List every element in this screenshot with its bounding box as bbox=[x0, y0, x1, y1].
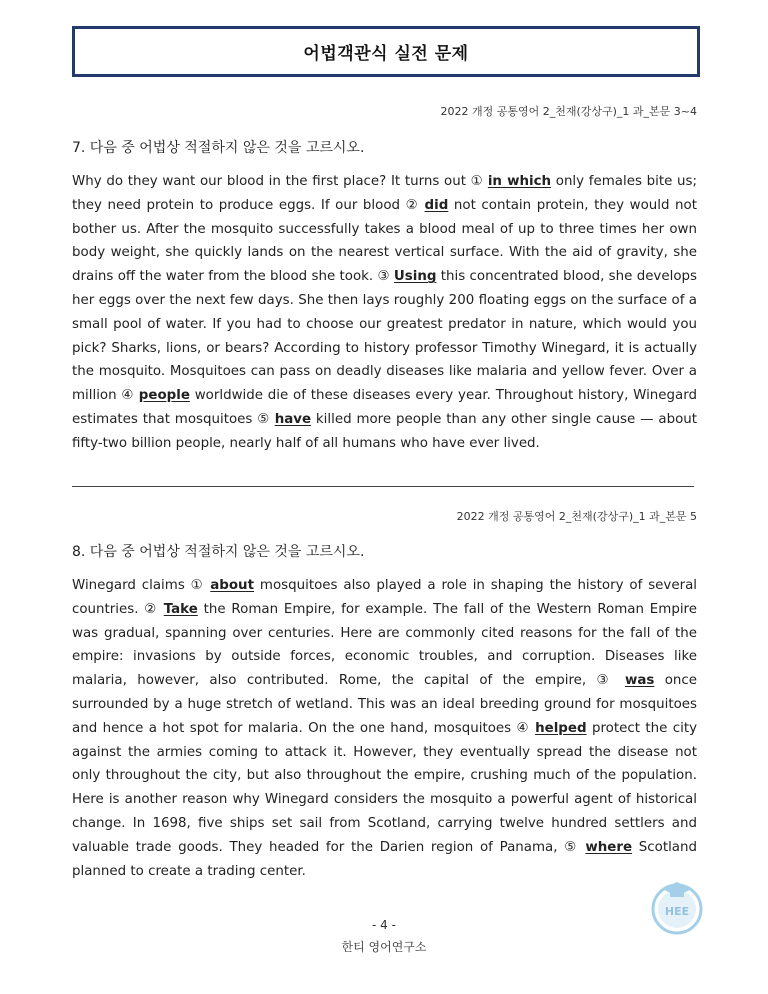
q7-choice-5: have bbox=[274, 411, 312, 427]
q7-choice-4: people bbox=[138, 388, 190, 404]
svg-text:HEE: HEE bbox=[664, 905, 690, 918]
q7-source: 2022 개정 공통영어 2_천재(강상구)_1 과_본문 3~4 bbox=[440, 105, 697, 118]
q7-passage: Why do they want our blood in the first place? It turns out ① in which only females bite us; they need protein to produce eggs. If our blood ② did not contain protein, they would not bother us. After the mosquito successfully takes a blood meal of up to three times her own body weight, she quickly lands on the nearest vertical surface. With the aid of gravity, she drains off the water from the blood she took. ③ Using this concentrated blood, she develops her eggs over the next few days. She then lays roughly 200 floating eggs on the surface of a small pool of water. If you had to choose our greatest predator in nature, which would you pick? Sharks, lions, or bears? According to history professor Timothy Winegard, it is actually the mosquito. Mosquitoes can pass on deadly diseases like malaria and yellow fever. Over a million ④ people worldwide die of these diseases every year. Throughout history, Winegard estimates that mosquitoes ⑤ have killed more people than any other single cause — about fifty-two billion people, nearly half of all humans who have ever lived. bbox=[72, 174, 698, 451]
page-title-box bbox=[72, 26, 700, 77]
q7-choice-1: in which bbox=[487, 174, 552, 189]
q8-choice-1: about bbox=[210, 578, 254, 593]
q7-question: 7. 다음 중 어법상 적절하지 않은 것을 고르시오. bbox=[72, 140, 365, 156]
page-title: 어법객관식 실전 문제 bbox=[303, 44, 469, 64]
q8-passage: Winegard claims ① about mosquitoes also played a role in shaping the history of several countries. ② Take the Roman Empire, for example. The fall of the Western Roman Empire was gradual, spanning over centuries. Here are commonly cited reasons for the fall of the empire: invasions by outside forces, economic troubles, and corruption. Diseases like malaria, however, also contributed. Rome, the capital of the empire, ③ was once surrounded by a huge stretch of wetland. This was an ideal breeding ground for mosquitoes and hence a hot spot for malaria. On the one hand, mosquitoes ④ helped protect the city against the armies coming to attack it. However, they eventually spread the disease not only throughout the city, but also throughout the empire, crushing much of the population. Here is another reason why Winegard considers the mosquito a powerful agent of historical change. In 1698, five ships set sail from Scotland, carrying twelve hundred settlers and valuable trade goods. They headed for the Darien region of Panama, ⑤ where Scotland planned to create a trading center. bbox=[72, 578, 698, 879]
q8-choice-5: where bbox=[585, 839, 633, 855]
q8-choice-4: helped bbox=[535, 720, 587, 736]
organization-name: 한티 영어연구소 bbox=[341, 940, 427, 954]
q8-choice-2: Take bbox=[163, 601, 198, 617]
hee-logo-icon bbox=[648, 878, 706, 936]
q8-source: 2022 개정 공통영어 2_천재(강상구)_1 과_본문 5 bbox=[456, 510, 697, 523]
q8-question: 8. 다음 중 어법상 적절하지 않은 것을 고르시오. bbox=[72, 544, 365, 560]
page-number: - 4 - bbox=[372, 918, 396, 932]
q7-choice-2: did bbox=[424, 197, 449, 213]
section-divider bbox=[72, 486, 694, 487]
q8-choice-3: was bbox=[624, 673, 655, 689]
q7-choice-3: Using bbox=[393, 269, 437, 285]
